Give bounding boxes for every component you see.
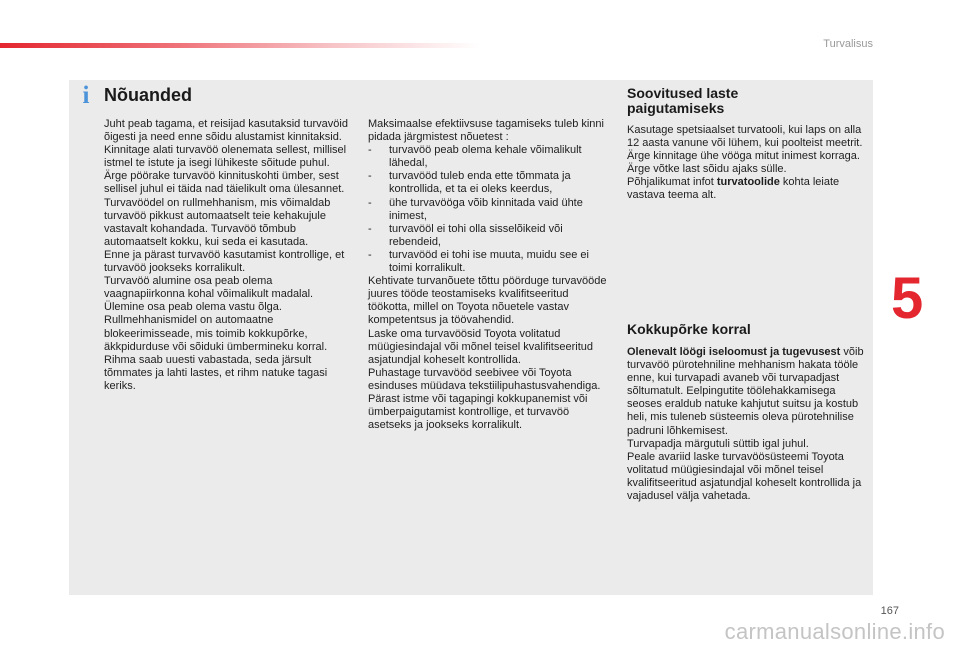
paragraph: Rullmehhanismidel on automaatne blokeerimisseade, mis toimib kokkupõrke, äkkpidurduse või sõiduki ümbermineku korral. Rihma saab uuesti vabastada, seda järsult tõmmates ja lahti lastes, et rihm natuke tagasi keriks. — [104, 314, 328, 392]
column-1 — [104, 118, 354, 393]
bold-term: turvatoolide — [716, 176, 780, 189]
paragraph: Ülemine osa peab olema vastu õlga. — [104, 301, 282, 314]
bullet-dash: - — [368, 144, 372, 157]
requirements-list — [368, 144, 608, 275]
text-run: Põhjalikumat infot — [627, 176, 717, 189]
bullet-dash: - — [368, 170, 372, 183]
paragraph: Turvavöö alumine osa peab olema vaagnapiirkonna kohal võimalikult madalal. — [104, 275, 314, 301]
paragraph: Laske oma turvavöösid Toyota volitatud müügiesindajal või mõnel teisel kvalifitseeritud asjatundjal koheselt kontrollida. — [368, 327, 594, 366]
paragraph: Enne ja pärast turvavöö kasutamist kontrollige, et turvavöö jookseks korralikult. — [104, 248, 345, 275]
chapter-number: 5 — [891, 266, 924, 331]
paragraph: Ärge võtke last sõidu ajaks sülle. — [627, 163, 787, 176]
paragraph — [627, 176, 869, 202]
bullet-dash: - — [368, 222, 372, 235]
paragraph: Maksimaalse efektiivsuse tagamiseks tuleb kinni pidada järgmistest nõuetest : — [368, 118, 604, 144]
list-item — [368, 144, 608, 170]
text-run: kohta leiate vastava teema alt. — [627, 176, 840, 202]
paragraph — [627, 346, 869, 438]
list-item-text: turvavööl ei tohi olla sisselõikeid või rebendeid, — [389, 222, 563, 248]
child-seat-section — [627, 124, 869, 203]
paragraph: Turvavöödel on rullmehhanism, mis võimaldab turvavöö pikkust automaatselt teie kehakujule vastavalt kohandada. Turvavöö tõmbub automaatselt kokku, kui seda ei kasutada. — [104, 196, 331, 248]
watermark: carmanualsonline.info — [724, 619, 945, 644]
paragraph: Pärast istme või tagapingi kokkupanemist või ümberpaigutamist kontrollige, et turvavöö asetseks ja jookseks korralikult. — [368, 392, 588, 432]
bullet-dash: - — [368, 248, 372, 261]
paragraph: Peale avariid laske turvavöösüsteemi Toyota volitatud müügiesindajal või mõnel teisel kvalifitseeritud asjatundjal koheselt kontrollida ja vajadusel välja vahetada. — [627, 450, 862, 503]
collision-title: Kokkupõrke korral — [627, 321, 751, 337]
paragraph: Kehtivate turvanõuete tõttu pöörduge turvavööde juures tööde teostamiseks kvalifitseeritud töökotta, millel on Toyota nõuetele vastav kompetentsus ja töövahendid. — [368, 275, 607, 327]
list-item-text: turvavöö peab olema kehale võimalikult lähedal, — [389, 144, 582, 170]
bullet-dash: - — [368, 196, 372, 209]
list-item — [368, 170, 608, 196]
paragraph: Juht peab tagama, et reisijad kasutaksid turvavöid õigesti ja need enne sõidu alustamist kinnitaksid. — [104, 118, 348, 144]
page-title: Nõuanded — [104, 85, 192, 105]
list-item — [368, 197, 608, 223]
info-icon: i — [82, 82, 90, 109]
list-item — [368, 249, 608, 275]
list-item-text: ühe turvavööga võib kinnitada vaid ühte inimest, — [389, 196, 583, 222]
paragraph: Ärge pöörake turvavöö kinnituskohti ümber, sest sellisel juhul ei täida nad täielikult oma ülesannet. — [104, 170, 345, 196]
child-seat-title: Soovitused laste paigutamiseks — [627, 85, 739, 116]
list-item-text: turvavööd tuleb enda ette tõmmata ja kontrollida, et ta ei oleks keerdus, — [389, 170, 571, 196]
list-item-text: turvavööd ei tohi ise muuta, muidu see ei toimi korralikult. — [389, 248, 589, 275]
paragraph: Kinnitage alati turvavöö olenemata sellest, millisel istmel te istute ja isegi lühikeste sõitude puhul. — [104, 144, 347, 170]
paragraph: Ärge kinnitage ühe vööga mitut inimest korraga. — [627, 150, 860, 163]
collision-section — [627, 346, 869, 503]
paragraph: Turvapadja märgutuli süttib igal juhul. — [627, 437, 809, 450]
paragraph: Puhastage turvavööd seebivee või Toyota esinduses müüdava tekstiilipuhastusvahendiga. — [368, 366, 601, 392]
text-run: võib turvavöö pürotehniline mehhanism hakata tööle enne, kui turvapadi avaneb või turvapadjast sõltumatult. Eelpingutite töölehakkamisega seoses eraldub natuke kahjutut suitsu ja kostub heli, mis tuleneb süsteemis oleva pürotehnilise padruni lõhkemisest. — [627, 346, 864, 437]
column-2 — [368, 118, 608, 432]
bold-lead: Olenevalt löögi iseloomust ja tugevusest — [627, 346, 841, 358]
chapter-color-bar — [0, 43, 480, 48]
section-header: Turvalisus — [823, 38, 873, 50]
list-item — [368, 223, 608, 249]
paragraph: Kasutage spetsiaalset turvatooli, kui laps on alla 12 aasta vanune või lühem, kui poolteist meetrit. — [627, 124, 863, 150]
page-number: 167 — [880, 605, 899, 617]
